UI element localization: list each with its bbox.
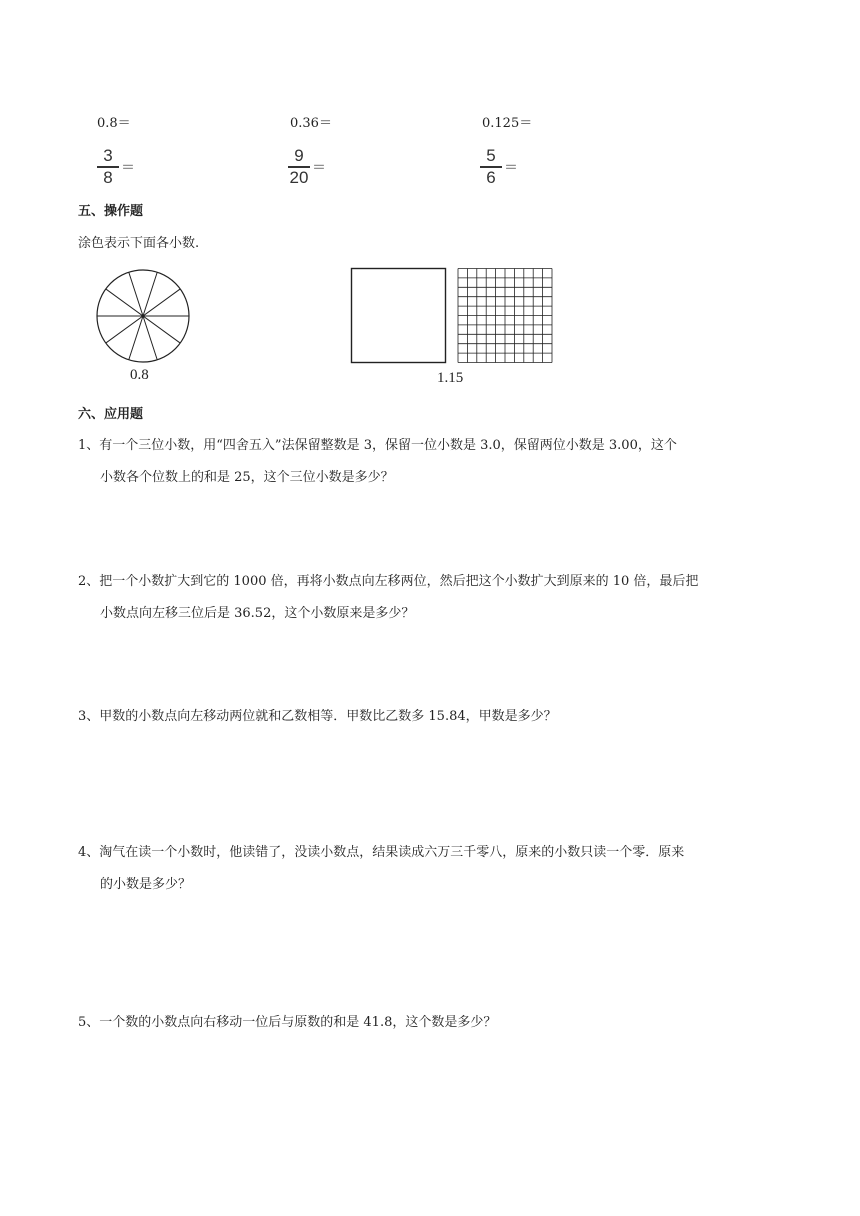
- problem-line: 小数点向左移三位后是 36.52，这个小数原来是多少？: [100, 606, 415, 621]
- fraction-denominator: 8: [103, 167, 113, 187]
- problem-line: 4、淘气在读一个小数时，他读错了，没读小数点，结果读成六万三千零八，原来的小数只读一个零．原来: [78, 845, 685, 860]
- problem-line: 的小数是多少？: [100, 877, 192, 892]
- fraction-numerator: 9: [294, 146, 304, 165]
- squares-figure: [350, 267, 558, 365]
- problem-line: 3、甲数的小数点向左移动两位就和乙数相等．甲数比乙数多 15.84，甲数是多少？: [78, 709, 557, 724]
- problem-2: [78, 566, 788, 630]
- squares-figure-label: 1.15: [437, 370, 464, 386]
- equals-sign: ＝: [121, 159, 135, 176]
- problem-line: 1、有一个三位小数，用“四舍五入”法保留整数是 3，保留一位小数是 3.0，保留两位小数是 3.00，这个: [78, 438, 677, 453]
- problem-3: [78, 701, 788, 733]
- problem-1: [78, 430, 788, 494]
- problem-line: 小数各个位数上的和是 25，这个三位小数是多少？: [100, 470, 394, 485]
- fraction-numerator: 3: [103, 146, 113, 165]
- fraction-item: [480, 147, 518, 187]
- circle-figure: [95, 268, 191, 364]
- section-heading-applications: 六、应用题: [78, 407, 144, 422]
- equals-sign: ＝: [312, 159, 326, 176]
- fraction-item: [288, 147, 326, 187]
- fraction-item: [97, 147, 135, 187]
- circle-figure-label: 0.8: [130, 367, 149, 383]
- section-heading-operations: 五、操作题: [78, 204, 144, 219]
- fraction-denominator: 6: [486, 167, 496, 187]
- equals-sign: ＝: [504, 159, 518, 176]
- fraction-denominator: 20: [289, 167, 309, 187]
- problem-4: [78, 837, 788, 901]
- problem-5: [78, 1007, 788, 1039]
- section-instruction: 涂色表示下面各小数.: [78, 236, 200, 251]
- decimal-item: 0.36＝: [290, 116, 332, 131]
- decimal-item: 0.8＝: [97, 116, 131, 131]
- problem-line: 2、把一个小数扩大到它的 1000 倍，再将小数点向左移两位，然后把这个小数扩大到原来的 10 倍，最后把: [78, 574, 699, 589]
- fraction-numerator: 5: [486, 146, 496, 165]
- decimal-item: 0.125＝: [482, 116, 533, 131]
- problem-line: 5、一个数的小数点向右移动一位后与原数的和是 41.8，这个数是多少？: [78, 1015, 497, 1030]
